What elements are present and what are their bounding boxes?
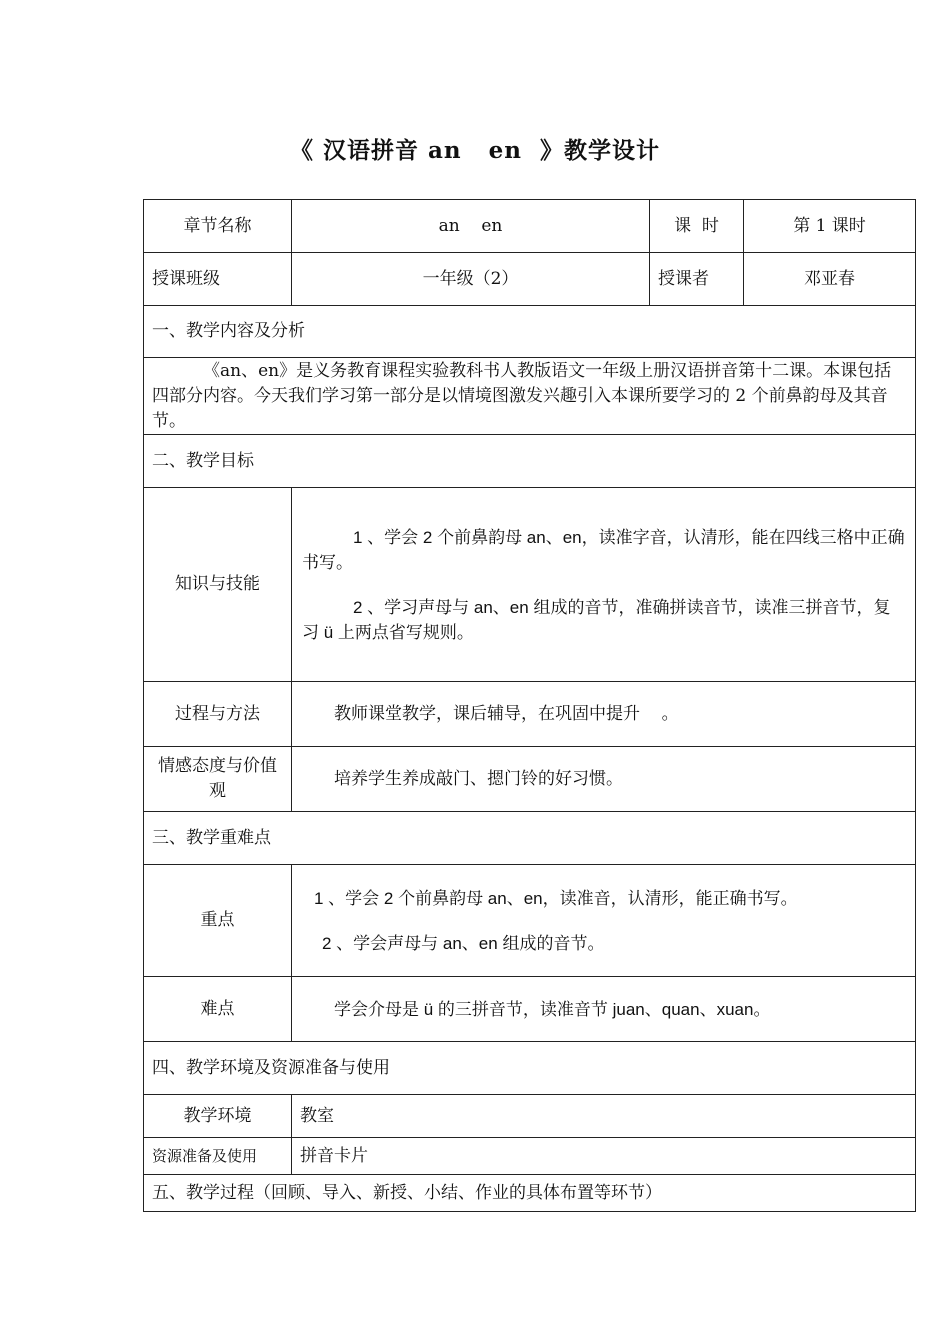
- section-heading-keypoints: 三、教学重难点: [144, 812, 916, 864]
- teacher-label: 授课者: [650, 253, 744, 305]
- key-item-2: 2 、学会声母与 an、en 组成的音节。: [322, 933, 605, 953]
- key-label: 重点: [144, 865, 292, 976]
- period-label: 课 时: [650, 200, 744, 252]
- table-row: [144, 306, 916, 358]
- table-row: [144, 747, 916, 812]
- content-analysis-text: 《an、en》是义务教育课程实验教科书人教版语文一年级上册汉语拼音第十二课。本课包括四部分内容。今天我们学习第一部分是以情境图激发兴趣引入本课所要学习的 2 个前鼻韵母及其音节。: [152, 360, 892, 431]
- table-row: [144, 358, 916, 435]
- resource-label: 资源准备及使用: [144, 1138, 292, 1174]
- process-label: 过程与方法: [144, 682, 292, 746]
- knowledge-item-2: 2 、学习声母与 an、en 组成的音节，准确拼读音节，读准三拼音节，复习 ü 上两点省写规则。: [302, 597, 891, 642]
- section-heading-process: 五、教学过程（回顾、导入、新授、小结、作业的具体布置等环节）: [144, 1175, 916, 1211]
- difficult-value: 学会介母是 ü 的三拼音节，读准音节 juan、quan、xuan。: [292, 977, 916, 1041]
- table-row: [144, 1175, 916, 1212]
- process-value: 教师课堂教学，课后辅导，在巩固中提升 。: [292, 682, 916, 746]
- table-row: [144, 200, 916, 253]
- table-row: [144, 865, 916, 977]
- period-value: 第 1 课时: [744, 200, 916, 252]
- env-label: 教学环境: [144, 1095, 292, 1137]
- table-row: [144, 1138, 916, 1175]
- lesson-plan-table: [143, 199, 916, 1212]
- teacher-value: 邓亚春: [744, 253, 916, 305]
- table-row: [144, 435, 916, 488]
- knowledge-item-1: 1 、学会 2 个前鼻韵母 an、en，读准字音，认清形，能在四线三格中正确书写。: [302, 527, 905, 572]
- table-row: [144, 1095, 916, 1138]
- table-row: [144, 977, 916, 1042]
- emotion-label: 情感态度与价值观: [144, 747, 292, 811]
- knowledge-label: 知识与技能: [144, 488, 292, 681]
- section-heading-content: 一、教学内容及分析: [144, 306, 916, 357]
- section-heading-environment: 四、教学环境及资源准备与使用: [144, 1042, 916, 1094]
- section-heading-goals: 二、教学目标: [144, 435, 916, 487]
- page-title: 《 汉语拼音 an en 》教学设计: [289, 137, 661, 164]
- chapter-value: an en: [292, 200, 650, 252]
- table-row: [144, 488, 916, 682]
- table-row: [144, 812, 916, 865]
- env-value: 教室: [292, 1095, 916, 1137]
- chapter-label: 章节名称: [144, 200, 292, 252]
- table-row: [144, 1042, 916, 1095]
- table-row: [144, 253, 916, 306]
- class-value: 一年级（2）: [292, 253, 650, 305]
- table-row: [144, 682, 916, 747]
- emotion-value: 培养学生养成敲门、摁门铃的好习惯。: [292, 747, 916, 811]
- resource-value: 拼音卡片: [292, 1138, 916, 1174]
- key-item-1: 1 、学会 2 个前鼻韵母 an、en，读准音，认清形，能正确书写。: [314, 888, 798, 908]
- class-label: 授课班级: [144, 253, 292, 305]
- difficult-label: 难点: [144, 977, 292, 1041]
